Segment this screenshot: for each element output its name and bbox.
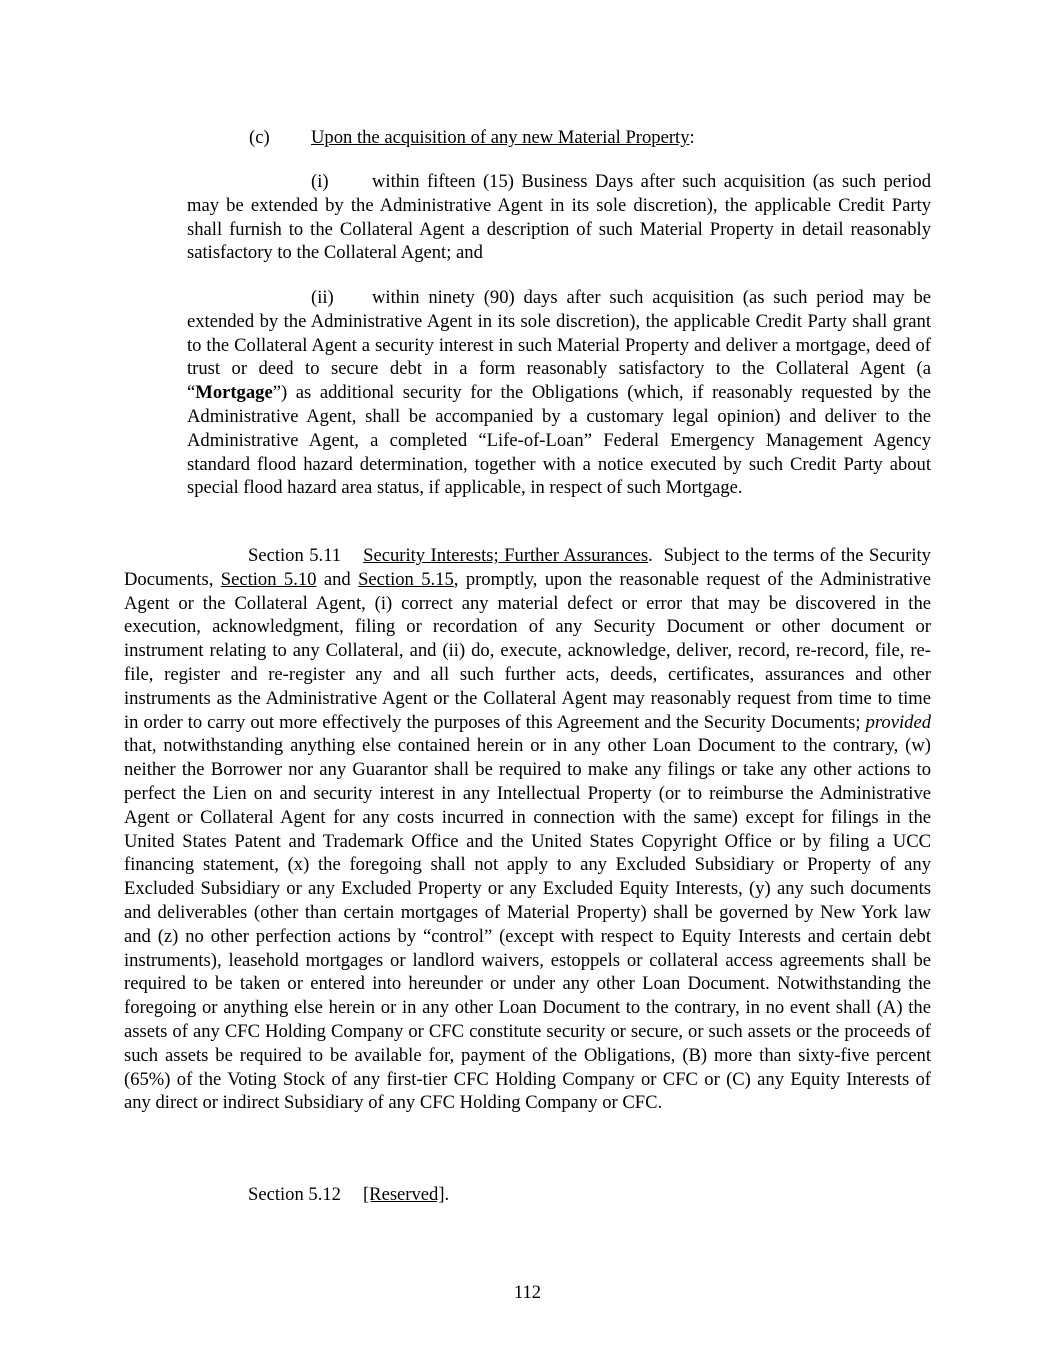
section-5-12-title: [Reserved]: [362, 1184, 445, 1205]
clause-c-heading: [249, 126, 695, 150]
subclause-ii-label: (ii): [311, 287, 334, 308]
section-5-11: [124, 544, 936, 1115]
section-5-11-title: Security Interests; Further Assurances: [363, 545, 649, 566]
section-5-10-reference: Section 5.10: [220, 568, 317, 590]
clause-c-colon: :: [689, 127, 695, 148]
section-5-11-body-2: that, notwithstanding anything else contained herein or in any other Loan Document to the contrary, (w) neither the Borrower nor any Guarantor shall be required to make any filings or take any other actions to perfect the Lien on and security interest in any Intellectual Property (or to reimburse the Administrative Agent or Collateral Agent for any costs incurred in connection with the same) except for filings in the United States Patent and Trademark Office and the United States Copyright Office or by filing a UCC financing statement, (x) the foregoing shall not apply to any Excluded Subsidiary or Property of any Excluded Subsidiary or any Excluded Property or any Excluded Equity Interests, (y) any such documents and deliverables (other than certain mortgages of Material Property) shall be governed by New York law and (z) no other perfection actions by “control” (except with respect to Equity Interests and certain debt instruments), leasehold mortgages or landlord waivers, estoppels or collateral access agreements shall be required to be taken or entered into hereunder or under any other Loan Document. Notwithstanding the foregoing or anything else herein or in any other Loan Document to the contrary, in no event shall (A) the assets of any CFC Holding Company or CFC constitute security or secure, or such assets or the proceeds of such assets be required to be available for, payment of the Obligations, (B) more than sixty-five percent (65%) of the Voting Stock of any first-tier CFC Holding Company or CFC or (C) any Equity Interests of any direct or indirect Subsidiary of any CFC Holding Company or CFC.: [124, 735, 931, 1114]
section-5-12-period: .: [444, 1184, 450, 1205]
subclause-i-text: within fifteen (15) Business Days after such acquisition (as such period may be extended by the Administrative Agent in its sole discretion), the applicable Credit Party shall furnish to the Collateral Agent a description of such Material Property in detail reasonably satisfactory to the Collateral Agent; and: [187, 171, 931, 264]
section-5-15-reference: Section 5.15: [358, 568, 454, 590]
subclause-i-label: (i): [311, 171, 329, 192]
provided-term: provided: [865, 711, 931, 733]
clause-c-label: (c): [249, 127, 270, 148]
subclause-ii-text-after: ”) as additional security for the Obligations (which, if reasonably requested by the Administrative Agent, shall be accompanied by a customary legal opinion) and deliver to the Administrative Agent, a completed “Life-of-Loan” Federal Emergency Management Agency standard flood hazard determination, together with a notice executed by such Credit Party about special flood hazard area status, if applicable, in respect of such Mortgage.: [187, 382, 931, 499]
page-number: 112: [513, 1282, 542, 1303]
section-5-11-intro: . Subject to the terms of the Security Documents,: [124, 545, 936, 590]
section-5-11-body-1: , promptly, upon the reasonable request of the Administrative Agent or the Collateral Agent, (i) correct any material defect or error that may be discovered in the execution, acknowledgment, filing or recordation of any Security Document or other document or instrument relating to any Collateral, and (ii) do, execute, acknowledge, deliver, record, re-record, file, re-file, register and re-register any and all such further acts, deeds, certificates, assurances and other instruments as the Administrative Agent or the Collateral Agent may reasonably request from time to time in order to carry out more effectively the purposes of this Agreement and the Security Documents;: [124, 568, 931, 733]
mortgage-defined-term: Mortgage: [195, 382, 273, 404]
subclause-ii-text-before: within ninety (90) days after such acquisition (as such period may be extended by the Administrative Agent in its sole discretion), the applicable Credit Party shall grant to the Collateral Agent a security interest in such Material Property and deliver a mortgage, deed of trust or deed to secure debt in a form reasonably satisfactory to the Collateral Agent (a “: [187, 287, 931, 404]
section-5-12: [248, 1183, 449, 1207]
subclause-i: [187, 170, 931, 265]
section-5-12-number: Section 5.12: [248, 1184, 341, 1205]
section-5-11-number: Section 5.11: [248, 545, 342, 566]
clause-c-title: Upon the acquisition of any new Material Property: [311, 127, 690, 148]
subclause-ii: [187, 286, 931, 500]
section-5-11-and: and: [316, 568, 359, 590]
